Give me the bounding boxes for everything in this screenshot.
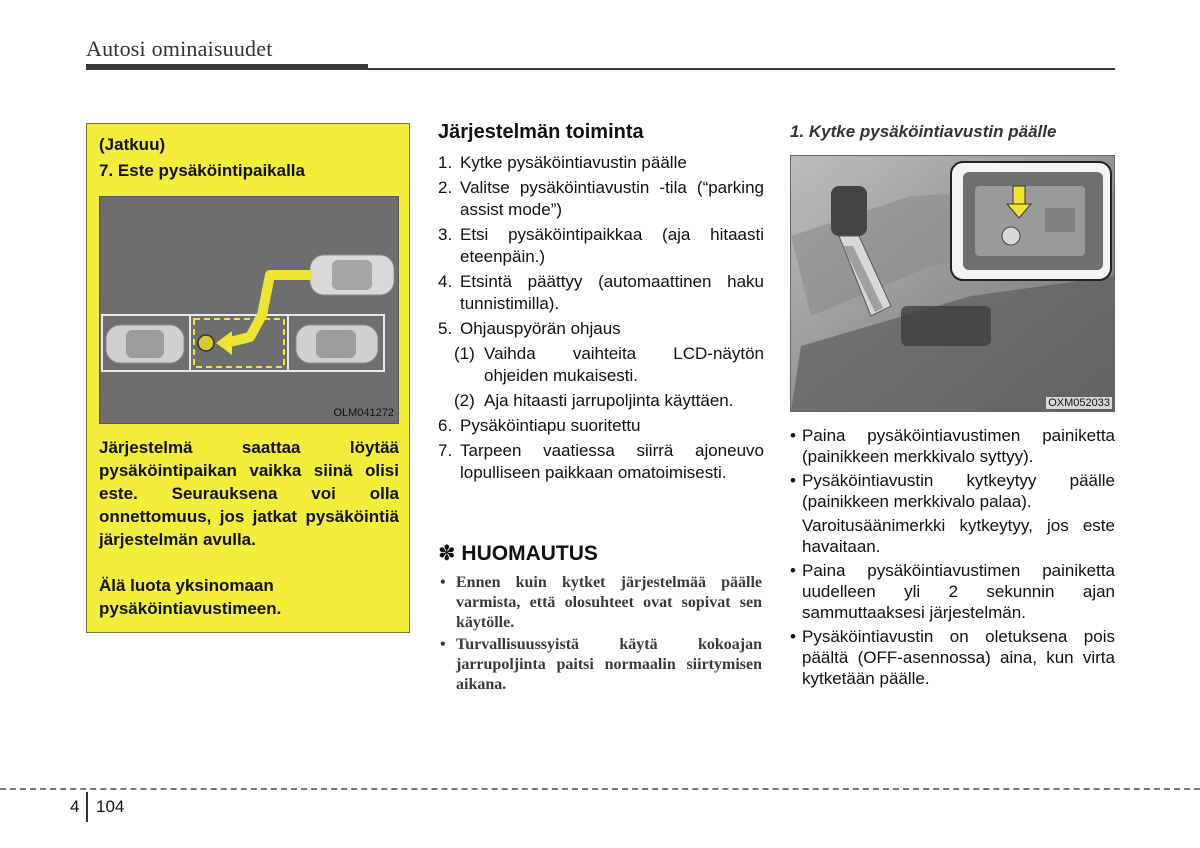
list-item: 2. Valitse pysäköintiavustin -tila (“parking assist mode”) [438,178,764,219]
warning-heading: 7. Este pysäköintipaikalla [99,161,305,180]
list-item: • Paina pysäköintiavustimen painiketta uudelleen yli 2 sekunnin ajan sammuttaaksesi järjestelmän. [790,561,1115,622]
parking-diagram [100,197,398,423]
note-heading: ✽ HUOMAUTUS [438,542,598,565]
note-list [438,573,762,697]
list-item: 3. Etsi pysäköintipaikkaa (aja hitaasti eteenpäin.) [438,225,764,266]
instruction-bullets [790,425,1115,692]
parked-car-left [106,325,184,363]
operation-steps [438,152,764,487]
section-title: Autosi ominaisuudet [86,36,273,61]
list-item-extra: Varoitusäänimerkki kytkeytyy, jos este havaitaan. [802,516,1115,556]
page-number: 104 [96,797,125,816]
warning-paragraph-1: Järjestelmä saattaa löytää pysäköintipaikan vaikka siinä olisi este. Seurauksena voi olla onnettomuus, jos jatkat pysäköintiä järjestelmän avulla. [99,438,399,549]
warning-paragraph-2: Älä luota yksinomaan pysäköintiavustimeen. [99,576,282,618]
parking-obstacle-figure [99,196,399,424]
obstacle-ball [198,335,214,351]
list-subitem: (1) Vaihda vaihteita LCD-näytön ohjeiden mukaisesti. [454,344,764,385]
list-item: 1. Kytke pysäköintiavustin päälle [438,153,687,172]
searching-car [310,255,394,295]
parked-car-right [296,325,378,363]
figure-caption: 1. Kytke pysäköintiavustin päälle [790,122,1057,141]
console-photo [790,155,1115,412]
note-item: • Turvallisuussyistä käytä kokoajan jarrupoljinta paitsi normaalin siirtymisen aikana. [440,636,762,693]
operation-heading: Järjestelmän toiminta [438,121,644,143]
header-rule-thin [368,68,1115,70]
list-item: 4. Etsintä päättyy (automaattinen haku tunnistimilla). [438,272,764,313]
footer-rule [0,788,1200,790]
list-item: • Pysäköintiavustin kytkeytyy päälle (painikkeen merkkivalo palaa). [790,471,1115,511]
list-item: 5. Ohjauspyörän ohjaus [438,319,621,338]
list-item: 7. Tarpeen vaatiessa siirrä ajoneuvo lopulliseen paikkaan omatoimisesti. [438,441,764,482]
list-subitem: (2) Aja hitaasti jarrupoljinta käyttäen. [454,391,734,410]
list-item: 6. Pysäköintiapu suoritettu [438,416,641,435]
chapter-number: 4 [70,797,80,816]
warning-box [86,123,410,633]
header-rule-thick [86,64,368,70]
figure-code: OLM041272 [333,407,394,419]
list-item: • Pysäköintiavustin on oletuksena pois päältä (OFF-asennossa) aina, kun virta kytketään päälle. [790,627,1115,688]
note-item: • Ennen kuin kytket järjestelmää päälle varmista, että olosuhteet ovat sopivat sen käytölle. [440,574,762,631]
button-panel-inset [951,162,1111,280]
warning-continued: (Jatkuu) [99,135,166,154]
console-illustration [791,156,1114,411]
footer-divider [86,792,88,822]
list-item: • Paina pysäköintiavustimen painiketta (painikkeen merkkivalo syttyy). [790,426,1115,466]
photo-code: OXM052033 [1048,397,1110,409]
